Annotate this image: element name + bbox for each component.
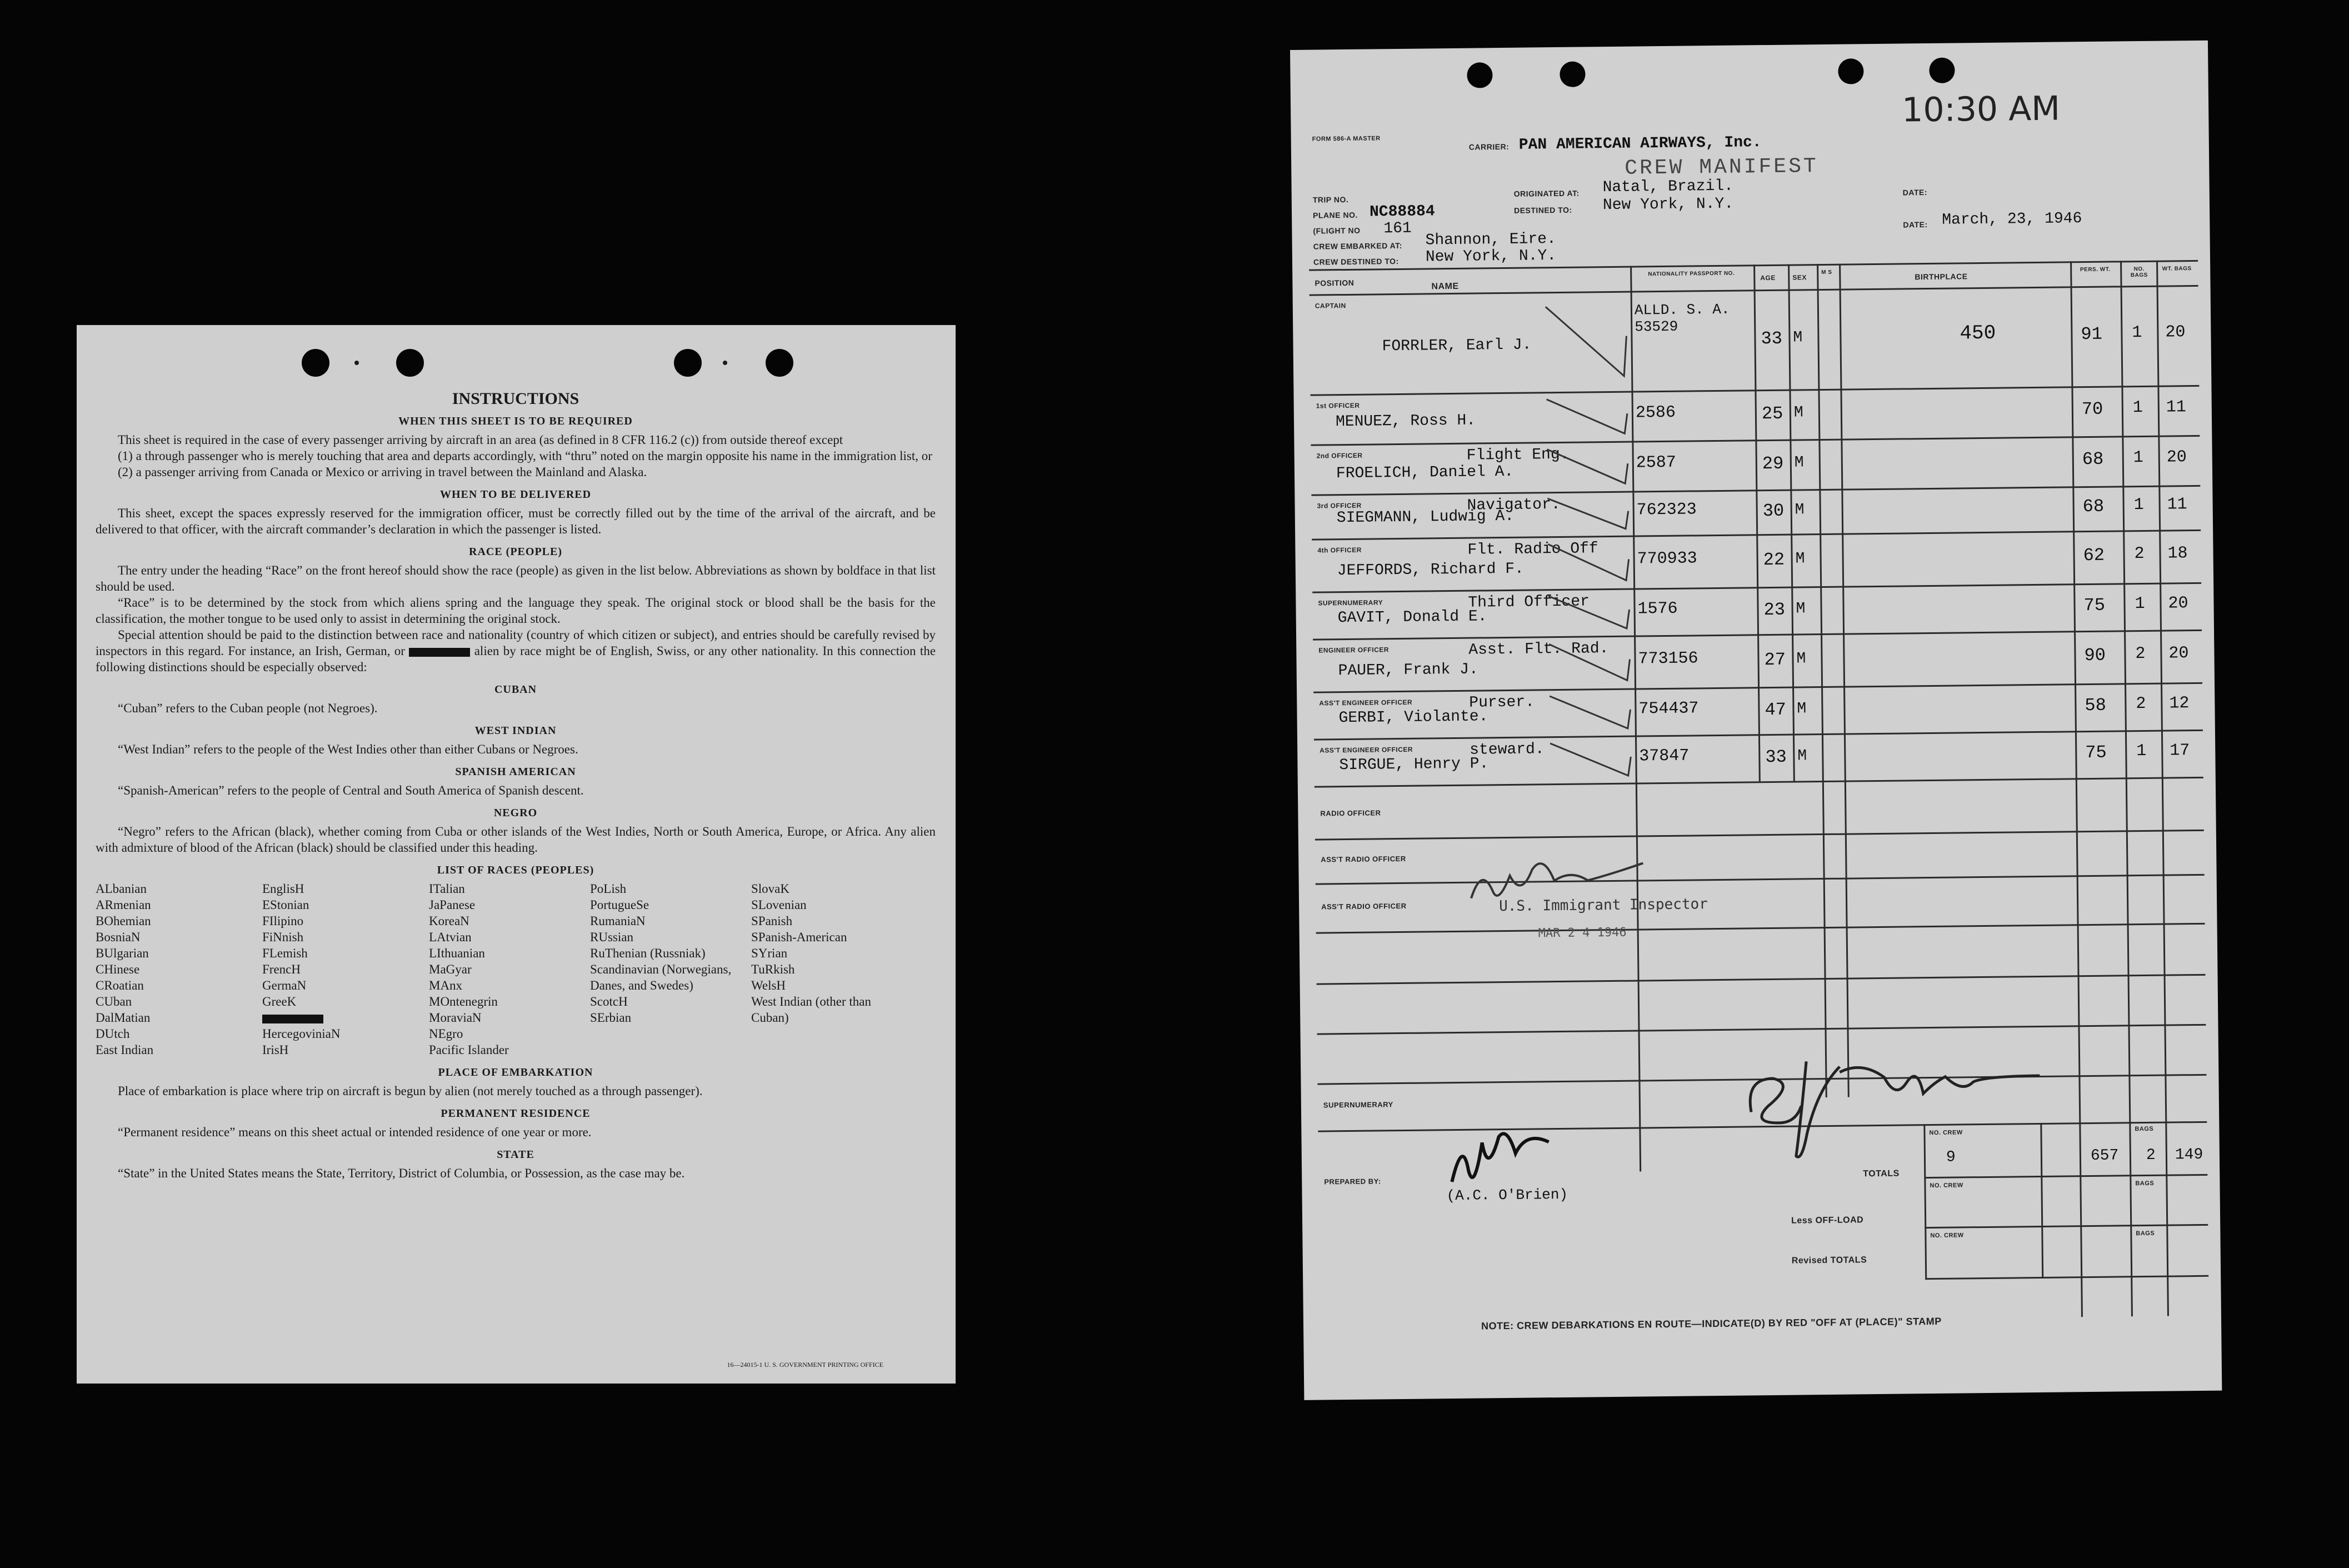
crew-bag-weight: 17 — [2170, 741, 2190, 760]
paragraph-residence: “Permanent residence” means on this sheet actual or intended residence of one year or more. — [118, 1125, 592, 1139]
crew-age: 25 — [1761, 403, 1783, 425]
crew-passport: 2587 — [1636, 453, 1677, 473]
crew-passport: 770933 — [1637, 548, 1697, 569]
carrier-name: PAN AMERICAN AIRWAYS, Inc. — [1518, 134, 1762, 154]
crew-embarked-label: CREW EMBARKED AT: — [1313, 241, 1402, 251]
crew-passport: 37847 — [1639, 746, 1690, 766]
crew-passport: 1576 — [1637, 599, 1678, 619]
crew-bags: 2 — [2136, 694, 2146, 713]
crew-bag-weight: 18 — [2167, 543, 2188, 563]
punch-hole — [674, 349, 702, 377]
crew-bags: 1 — [2133, 448, 2143, 468]
crew-name: GAVIT, Donald E. — [1337, 608, 1487, 627]
crew-title: Third Officer — [1468, 593, 1590, 612]
crew-title: steward. — [1470, 741, 1545, 759]
crew-age: 33 — [1761, 328, 1783, 349]
crew-name: JEFFORDS, Richard F. — [1337, 560, 1525, 580]
heading-embarkation: PLACE OF EMBARKATION — [438, 1066, 593, 1078]
heading-cuban: CUBAN — [494, 683, 537, 696]
check-mark-stroke — [1543, 291, 1633, 392]
races-column-2-top: EnglisH EStonian FIlipino FiNnish FLemish FrencH GermaN GreeK — [262, 882, 309, 1008]
originated-at: Natal, Brazil. — [1602, 177, 1734, 197]
heading-spanish-american: SPANISH AMERICAN — [455, 766, 576, 778]
row-rule — [1925, 1224, 2208, 1229]
crew-name: FROELICH, Daniel A. — [1336, 463, 1514, 483]
crew-bag-weight: 20 — [2168, 593, 2188, 613]
heading-west-indian: WEST INDIAN — [474, 725, 557, 737]
plane-no-label: PLANE NO. — [1313, 210, 1358, 220]
column-rule — [2070, 261, 2083, 1317]
punch-hole — [396, 349, 424, 377]
crew-age: 30 — [1762, 500, 1785, 522]
crew-position: SUPERNUMERARY — [1318, 598, 1383, 607]
heading-delivered: WHEN TO BE DELIVERED — [439, 488, 592, 501]
crew-weight: 91 — [2081, 323, 2103, 345]
crew-position: 1st OFFICER — [1316, 401, 1360, 410]
row-rule — [1315, 830, 2204, 841]
column-rule — [2156, 261, 2169, 1316]
inspector-stamp: U.S. Immigrant Inspector — [1499, 896, 1708, 915]
total-bag-weight: 149 — [2175, 1146, 2203, 1164]
crew-age: 33 — [1765, 746, 1787, 767]
crew-weight: 75 — [2085, 742, 2107, 763]
paragraph-required: This sheet is required in the case of every passenger arriving by aircraft in an area (as defined in 8 CFR 116.2 (c)) from outside thereof except — [118, 433, 843, 447]
crew-name: SIEGMANN, Ludwig A. — [1336, 507, 1515, 527]
crew-position: ASS'T ENGINEER OFFICER — [1319, 698, 1413, 707]
paragraph-embarkation: Place of embarkation is place where trip on aircraft is begun by alien (not merely touched as a through passenger). — [118, 1084, 703, 1098]
races-column-5: SlovaK SLovenian SPanish SPanish-American SYrian TuRkish WelsH West Indian (other than Cuban) — [751, 882, 871, 1025]
crew-bag-weight: 11 — [2166, 398, 2187, 417]
form-number: FORM 586-A MASTER — [1312, 135, 1381, 143]
crew-position: 2nd OFFICER — [1316, 451, 1363, 460]
punch-hole — [1467, 62, 1492, 88]
revised-totals-label: Revised TOTALS — [1791, 1255, 1867, 1266]
instructions-text — [96, 391, 936, 1181]
destined-label: DESTINED TO: — [1513, 205, 1572, 215]
inspector-signature — [1465, 857, 1732, 926]
crew-title: Asst. Flt. Rad. — [1468, 640, 1609, 659]
paragraph-cuban: “Cuban” refers to the Cuban people (not Negroes). — [118, 701, 378, 715]
crew-passport: 762323 — [1636, 500, 1697, 520]
paragraph-race-1: The entry under the heading “Race” on the front hereof should show the race (people) as given in the list below. Abbreviations as shown by boldface in that list should be used. — [96, 563, 936, 593]
crew-bags: 2 — [2134, 544, 2145, 563]
crew-bags: 1 — [2132, 398, 2143, 418]
paragraph-race-2: “Race” is to be determined by the stock from which aliens spring and the language they speak. The original stock or blood shall be the basis for the classification, the mother tongue to be used only to assist in determining the original stock. — [96, 596, 936, 626]
crew-name: SIRGUE, Henry P. — [1339, 755, 1489, 775]
instructions-title: INSTRUCTIONS — [452, 389, 579, 408]
date-label: DATE: — [1903, 220, 1928, 229]
preparer-name: (A.C. O'Brien) — [1446, 1186, 1568, 1205]
crew-position: ASS'T ENGINEER OFFICER — [1320, 745, 1413, 755]
races-column-3: ITalian JaPanese KoreaN LAtvian LIthuanian MaGyar MAnx MOntenegrin MoraviaN NEgro Pacific Islander — [429, 882, 509, 1057]
hole-mark — [354, 361, 359, 365]
column-name: NAME — [1431, 281, 1459, 292]
crew-weight: 62 — [2083, 545, 2105, 566]
redaction-mark — [262, 1015, 323, 1023]
paragraph-race-3 — [96, 627, 936, 675]
crew-sex: M — [1794, 454, 1804, 472]
punch-hole — [1560, 61, 1585, 87]
originated-label: ORIGINATED AT: — [1513, 188, 1580, 198]
crew-weight: 75 — [2083, 595, 2106, 616]
preparer-signature — [1446, 1131, 1557, 1193]
row-rule — [1317, 1024, 2206, 1035]
column-position: POSITION — [1315, 278, 1355, 288]
races-column-2 — [262, 881, 429, 1058]
column-birthplace: BIRTHPLACE — [1915, 272, 1968, 282]
races-column-4: PoLish PortugueSe RumaniaN RUssian RuThenian (Russniak) Scandinavian (Norwegians, Danes, and Swedes) ScotcH SErbian — [590, 882, 732, 1025]
total-bags: 2 — [2146, 1146, 2156, 1164]
check-mark-stroke — [1546, 588, 1635, 637]
crew-age: 29 — [1762, 453, 1784, 475]
heading-required: WHEN THIS SHEET IS TO BE REQUIRED — [398, 415, 633, 427]
crew-passport: 773156 — [1638, 648, 1698, 668]
crew-name: PAUER, Frank J. — [1338, 661, 1478, 680]
crew-weight: 68 — [2082, 496, 2105, 517]
destined-to: New York, N.Y. — [1602, 195, 1734, 214]
paragraph-delivered: This sheet, except the spaces expressly reserved for the immigration officer, must be correctly filled out by the time of the arrival of the aircraft, and be delivered to that officer, with the aircraft commander’s declaration in which the passenger is listed. — [96, 506, 936, 536]
inspection-date-stamp: MAR 2 4 1946 — [1538, 925, 1627, 941]
crew-age: 47 — [1765, 699, 1787, 720]
check-mark-stroke — [1545, 536, 1635, 590]
crew-sex: M — [1796, 650, 1806, 668]
crew-bag-weight: 20 — [2165, 323, 2186, 342]
crew-title: Navigator. — [1467, 496, 1561, 515]
crew-age: 23 — [1763, 599, 1786, 620]
crew-weight: 70 — [2081, 398, 2103, 420]
crew-bags: 2 — [2135, 644, 2146, 663]
date-label-top: DATE: — [1902, 188, 1928, 197]
manifest-date: March, 23, 1946 — [1942, 210, 2082, 229]
races-list — [96, 881, 936, 1058]
paragraph-state: “State” in the United States means the State, Territory, District of Columbia, or Possession, as the case may be. — [118, 1166, 685, 1180]
hole-mark — [723, 361, 727, 365]
check-mark-stroke — [1543, 391, 1633, 442]
races-column-1: ALbanian ARmenian BOhemian BosniaN BUlgarian CHinese CRoatian CUban DalMatian DUtch East Indian — [96, 882, 154, 1057]
crew-birthplace: 450 — [1960, 321, 1996, 345]
heading-race: RACE (PEOPLE) — [469, 546, 562, 558]
instructions-sheet — [77, 325, 956, 1384]
crew-bags: 1 — [2135, 594, 2145, 613]
totals-label: TOTALS — [1863, 1168, 1900, 1179]
row-rule — [1924, 1174, 2207, 1179]
heading-negro: NEGRO — [493, 807, 538, 819]
check-mark-stroke — [1547, 736, 1637, 784]
race-3-text-b: alien by race might be of English, Swiss, or any other nationality. In this connection the following distinctions should be especially observed: — [96, 644, 936, 674]
debarkation-note: NOTE: CREW DEBARKATIONS EN ROUTE—INDICATE(D) BY RED "OFF AT (PLACE)" STAMP — [1481, 1315, 1942, 1332]
column-age: AGE — [1760, 273, 1776, 282]
crew-bags: 1 — [2136, 741, 2147, 761]
bags-label-1: BAGS — [2135, 1125, 2154, 1133]
crew-age: 22 — [1763, 549, 1785, 570]
total-weight: 657 — [2090, 1147, 2119, 1165]
crew-embarked-at: Shannon, Eire. — [1425, 231, 1557, 249]
no-crew-label-2: NO. CREW — [1930, 1182, 1963, 1190]
crew-destined-to: New York, N.Y. — [1425, 247, 1557, 266]
row-rule — [1317, 974, 2206, 985]
paragraph-spanish-american: “Spanish-American” refers to the people of Central and South America of Spanish descent. — [118, 783, 584, 797]
crew-passport: 754437 — [1638, 698, 1699, 718]
crew-bag-weight: 20 — [2166, 448, 2187, 467]
bags-label-2: BAGS — [2135, 1180, 2155, 1187]
flight-number: 161 — [1383, 219, 1412, 238]
trip-no-label: TRIP NO. — [1312, 194, 1349, 204]
punch-hole — [766, 349, 793, 377]
column-weight-bags: WT. BAGS — [2162, 266, 2192, 272]
crew-position: 4th OFFICER — [1317, 546, 1362, 555]
position-radio-officer: RADIO OFFICER — [1320, 808, 1381, 818]
crew-bags: 1 — [2133, 495, 2144, 515]
manifest-title: CREW MANIFEST — [1625, 154, 1818, 181]
column-nationality: NATIONALITY PASSPORT NO. — [1648, 270, 1735, 278]
total-crew: 9 — [1946, 1148, 1956, 1166]
carrier-label: CARRIER: — [1468, 142, 1510, 152]
punch-hole — [1838, 58, 1863, 84]
column-rule — [2120, 261, 2133, 1316]
crew-position: 3rd OFFICER — [1317, 501, 1362, 510]
crew-age: 27 — [1764, 649, 1786, 670]
check-mark-stroke — [1545, 491, 1634, 537]
check-mark-stroke — [1544, 441, 1633, 492]
flight-no-label: (FLIGHT NO — [1313, 226, 1361, 236]
crew-position: CAPTAIN — [1315, 301, 1346, 310]
check-mark-stroke — [1547, 688, 1636, 737]
handwritten-arrival-time: 10:30 AM — [1901, 89, 2061, 130]
column-marital: M S — [1821, 269, 1832, 276]
crew-sex: M — [1795, 550, 1805, 568]
row-rule — [1316, 874, 2205, 885]
punch-hole — [1929, 57, 1955, 83]
exception-item-1: (1) a through passenger who is merely touching that area and departs accordingly, with “thru” noted on the margin opposite his name in the immigration list, or — [118, 449, 932, 463]
crew-sex: M — [1793, 329, 1803, 347]
no-crew-label: NO. CREW — [1929, 1129, 1963, 1137]
crew-name: MENUEZ, Ross H. — [1335, 412, 1476, 431]
crew-weight: 58 — [2085, 695, 2107, 716]
crew-passport: 2586 — [1635, 403, 1676, 423]
crew-weight: 90 — [2084, 645, 2106, 666]
crew-title: Flight Eng. — [1466, 446, 1570, 465]
crew-weight: 68 — [2082, 448, 2104, 470]
crew-sex: M — [1796, 600, 1806, 618]
no-crew-label-3: NO. CREW — [1930, 1232, 1964, 1240]
crew-manifest-sheet — [1290, 41, 2222, 1400]
redaction-mark — [409, 648, 470, 657]
bags-label-3: BAGS — [2136, 1230, 2155, 1237]
printing-office-footer: 16—24015-1 U. S. GOVERNMENT PRINTING OFFICE — [727, 1361, 883, 1369]
crew-title: Flt. Radio Off — [1467, 540, 1598, 559]
position-asst-radio-officer-2: ASS'T RADIO OFFICER — [1321, 901, 1407, 911]
crew-bag-weight: 12 — [2169, 693, 2190, 713]
position-asst-radio-officer-1: ASS'T RADIO OFFICER — [1321, 854, 1406, 864]
paragraph-west-indian: “West Indian” refers to the people of the West Indies other than either Cubans or Negroes. — [118, 742, 578, 756]
crew-name: GERBI, Violante. — [1338, 708, 1488, 727]
crew-sex: M — [1795, 501, 1805, 519]
plane-number: NC88884 — [1369, 203, 1435, 221]
crew-bags: 1 — [2132, 323, 2142, 343]
column-personal-weight: PERS. WT. — [2080, 266, 2111, 273]
race-3-text-a: Special attention should be paid to the distinction between race and nationality (country of which citizen or subject), and entries should be carefully revised by inspectors in this regard. For instance, an Irish, German, or — [96, 628, 936, 658]
crew-name: FORRLER, Earl J. — [1382, 336, 1532, 356]
column-sex: SEX — [1792, 273, 1807, 282]
captain-signature — [1740, 1037, 2063, 1168]
crew-destined-label: CREW DESTINED TO: — [1313, 256, 1399, 267]
prepared-by-label: PREPARED BY: — [1324, 1177, 1381, 1186]
row-rule — [1925, 1275, 2208, 1280]
column-number-bags: NO. BAGS — [2130, 266, 2148, 279]
position-supernumerary: SUPERNUMERARY — [1323, 1100, 1393, 1110]
crew-sex: M — [1793, 404, 1803, 422]
exception-item-2: (2) a passenger arriving from Canada or Mexico or arriving in travel between the Mainland and Alaska. — [118, 465, 647, 479]
crew-bag-weight: 20 — [2168, 643, 2189, 663]
less-off-load-label: Less OFF-LOAD — [1791, 1215, 1864, 1226]
crew-sex: M — [1797, 700, 1807, 718]
heading-residence: PERMANENT RESIDENCE — [441, 1107, 591, 1120]
paragraph-negro: “Negro” refers to the African (black), whether coming from Cuba or other islands of the West Indies, North or South America, Europe, or Africa. Any alien with admixture of blood of the African (black) should be classified under this heading. — [96, 825, 936, 855]
crew-passport: ALLD. S. A. 53529 — [1634, 301, 1730, 336]
heading-list-of-races: LIST OF RACES (PEOPLES) — [437, 864, 594, 876]
crew-sex: M — [1797, 747, 1807, 765]
crew-position: ENGINEER OFFICER — [1318, 646, 1390, 655]
row-rule — [1316, 923, 2205, 934]
crew-bag-weight: 11 — [2167, 495, 2187, 515]
punch-hole — [302, 349, 329, 377]
crew-title: Purser. — [1469, 693, 1535, 712]
races-column-2-bottom: HercegoviniaN IrisH — [262, 1027, 341, 1057]
check-mark-stroke — [1546, 636, 1636, 690]
heading-state: STATE — [497, 1148, 534, 1161]
